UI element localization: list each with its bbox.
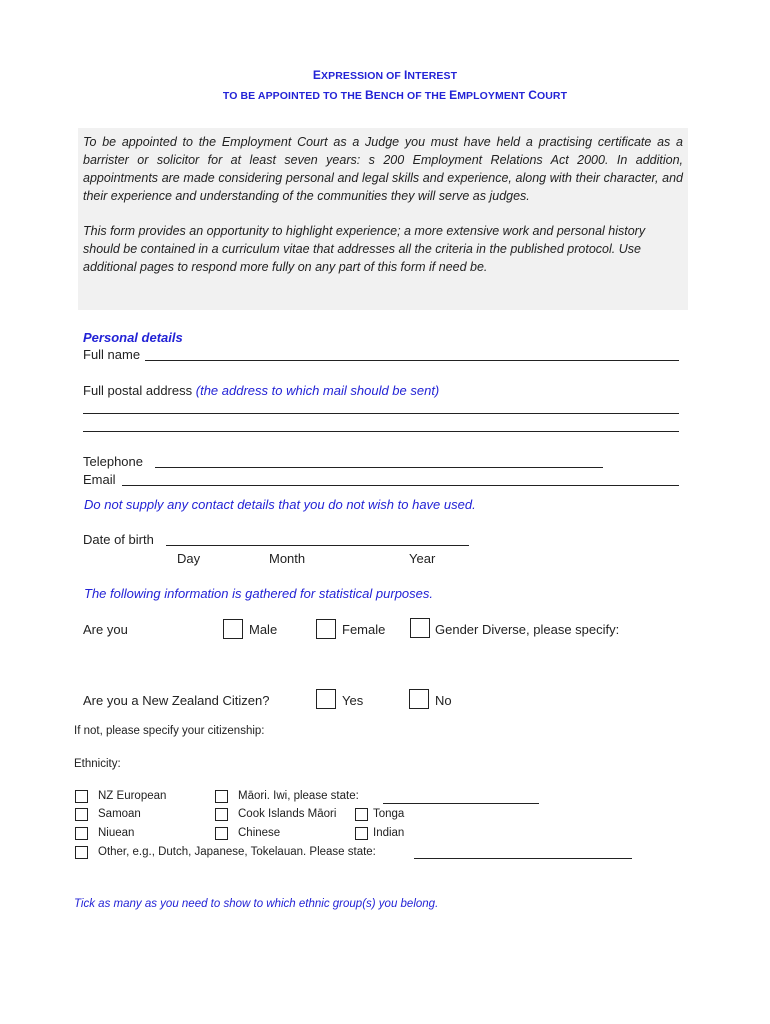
citizen-yes-label: Yes — [342, 693, 364, 708]
nz-european-label: NZ European — [98, 790, 167, 802]
iwi-field[interactable] — [383, 803, 539, 804]
samoan-checkbox[interactable] — [75, 808, 88, 821]
postal-address-field-1[interactable] — [83, 413, 679, 414]
female-checkbox[interactable] — [316, 619, 336, 639]
telephone-label: Telephone — [83, 454, 143, 469]
chinese-label: Chinese — [238, 827, 281, 839]
tonga-label: Tonga — [373, 808, 405, 820]
full-name-label: Full name — [83, 347, 141, 362]
statistics-note: The following information is gathered for statistical purposes. — [84, 586, 434, 601]
form-subtitle: TO BE APPOINTED TO THE BENCH OF THE EMPLOYMENT COURT — [222, 88, 568, 102]
citizen-label: Are you a New Zealand Citizen? — [83, 693, 270, 708]
dob-label: Date of birth — [83, 532, 154, 547]
personal-details-heading: Personal details — [83, 330, 183, 345]
form-title: EXPRESSION OF INTEREST — [312, 68, 458, 82]
indian-label: Indian — [373, 827, 405, 839]
cook-islands-label: Cook Islands Māori — [238, 808, 337, 820]
tick-note: Tick as many as you need to show to which ethnic group(s) you belong. — [74, 898, 439, 910]
email-label: Email — [83, 472, 116, 487]
intro-paragraph-2: This form provides an opportunity to highlight experience; a more extensive work and personal history should be contained in a curriculum vitae that addresses all the criteria in the published protocol. Use additional pages to respond more fully on any part of this form if need be. — [83, 224, 646, 274]
male-label: Male — [249, 622, 278, 637]
male-checkbox[interactable] — [223, 619, 243, 639]
intro-box — [78, 128, 688, 310]
intro-paragraph-1: To be appointed to the Employment Court as a Judge you must have held a practising certificate as a barrister or solicitor for at least seven years: s 200 Employment Relations Act 2000. In addition, appointments are made considering personal and legal skills and experience, along with their character, and their experience and understanding of the communities they will serve as judges. — [83, 135, 683, 203]
ethnicity-label: Ethnicity: — [74, 758, 121, 770]
dob-month-label: Month — [269, 551, 306, 566]
postal-address-hint: (the address to which mail should be sent) — [195, 383, 440, 398]
citizen-no-label: No — [435, 693, 452, 708]
other-ethnicity-label: Other, e.g., Dutch, Japanese, Tokelauan. Please state: — [98, 846, 376, 858]
citizen-no-checkbox[interactable] — [409, 689, 429, 709]
other-ethnicity-field[interactable] — [414, 858, 632, 859]
postal-address-field-2[interactable] — [83, 431, 679, 432]
contact-note: Do not supply any contact details that you do not wish to have used. — [84, 497, 476, 512]
full-name-field[interactable] — [145, 360, 679, 361]
niuean-label: Niuean — [98, 827, 135, 839]
cook-islands-checkbox[interactable] — [215, 808, 228, 821]
indian-checkbox[interactable] — [355, 827, 368, 840]
other-ethnicity-checkbox[interactable] — [75, 846, 88, 859]
chinese-checkbox[interactable] — [215, 827, 228, 840]
maori-label: Māori. Iwi, please state: — [238, 790, 359, 802]
gender-diverse-checkbox[interactable] — [410, 618, 430, 638]
citizen-yes-checkbox[interactable] — [316, 689, 336, 709]
email-field[interactable] — [122, 485, 679, 486]
gender-label: Are you — [83, 622, 128, 637]
maori-checkbox[interactable] — [215, 790, 228, 803]
dob-year-label: Year — [409, 551, 436, 566]
gender-diverse-label: Gender Diverse, please specify: — [435, 622, 620, 637]
female-label: Female — [342, 622, 386, 637]
citizenship-label: If not, please specify your citizenship: — [74, 725, 265, 737]
postal-address-label: Full postal address (the address to which mail should be sent) — [83, 383, 440, 398]
dob-field[interactable] — [166, 545, 469, 546]
tonga-checkbox[interactable] — [355, 808, 368, 821]
dob-day-label: Day — [177, 551, 201, 566]
nz-european-checkbox[interactable] — [75, 790, 88, 803]
telephone-field[interactable] — [155, 467, 603, 468]
samoan-label: Samoan — [98, 808, 141, 820]
niuean-checkbox[interactable] — [75, 827, 88, 840]
